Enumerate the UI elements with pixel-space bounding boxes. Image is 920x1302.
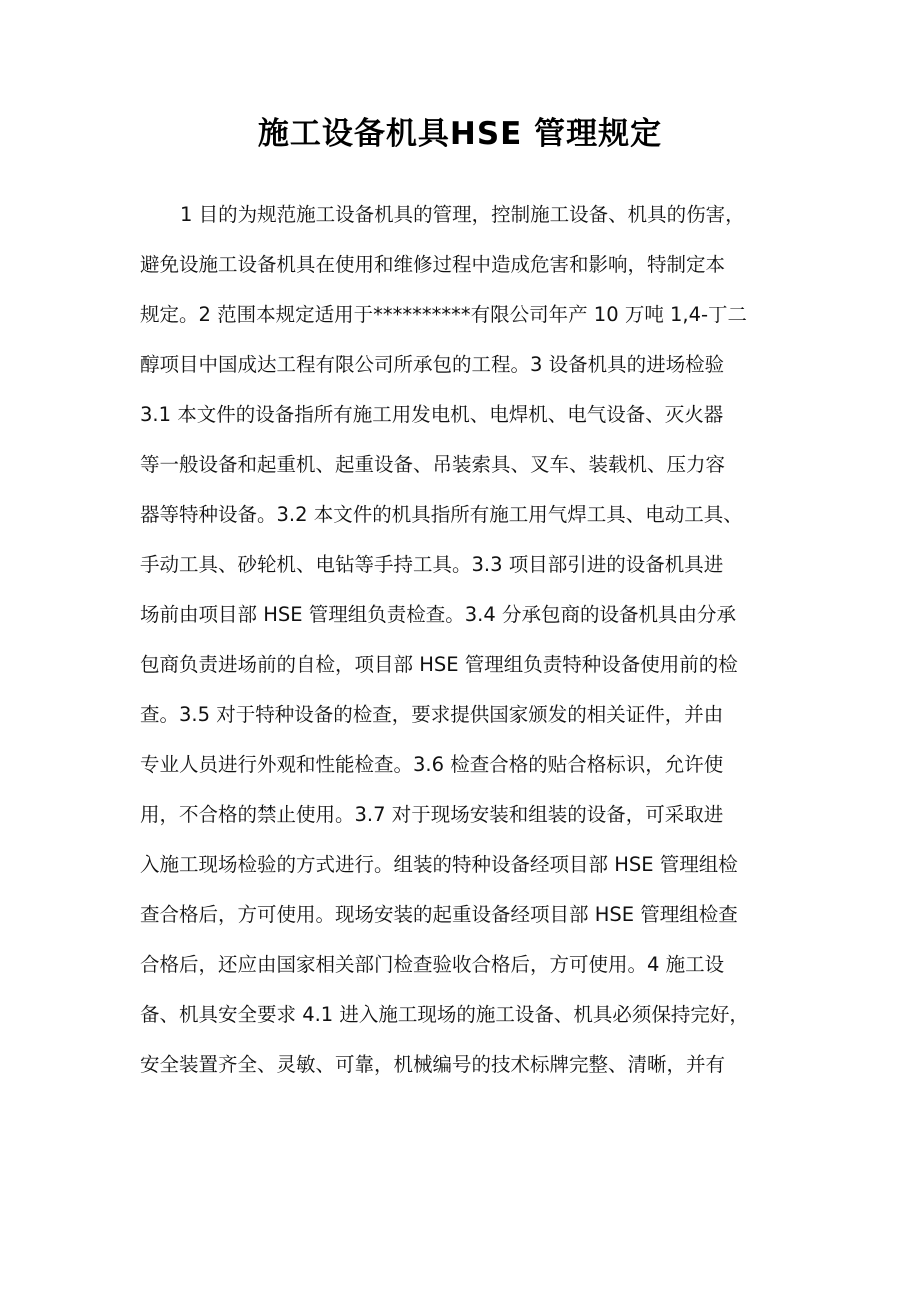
body-line: 查合格后，方可使用。现场安装的起重设备经项目部 HSE 管理组检查	[140, 903, 738, 926]
body-line: 3.1 本文件的设备指所有施工用发电机、电焊机、电气设备、灭火器	[140, 403, 724, 426]
body-line: 用，不合格的禁止使用。3.7 对于现场安装和组装的设备，可采取进	[140, 803, 724, 826]
body-line: 备、机具安全要求 4.1 进入施工现场的施工设备、机具必须保持完好，	[140, 1003, 749, 1026]
document-body	[140, 190, 790, 1090]
body-line: 专业人员进行外观和性能检查。3.6 检查合格的贴合格标识，允许使	[140, 753, 724, 776]
body-line: 器等特种设备。3.2 本文件的机具指所有施工用气焊工具、电动工具、	[140, 503, 743, 526]
document-title: 施工设备机具HSE 管理规定	[257, 116, 663, 152]
body-line: 醇项目中国成达工程有限公司所承包的工程。3 设备机具的进场检验	[140, 353, 725, 376]
body-line: 等一般设备和起重机、起重设备、吊装索具、叉车、装载机、压力容	[140, 453, 726, 476]
body-line: 手动工具、砂轮机、电钻等手持工具。3.3 项目部引进的设备机具进	[140, 553, 724, 576]
body-line: 查。3.5 对于特种设备的检查，要求提供国家颁发的相关证件，并由	[140, 703, 724, 726]
body-line: 规定。2 范围本规定适用于**********有限公司年产 10 万吨 1,4-丁二	[140, 303, 748, 326]
body-line: 场前由项目部 HSE 管理组负责检查。3.4 分承包商的设备机具由分承	[140, 603, 736, 626]
body-line: 1 目的为规范施工设备机具的管理，控制施工设备、机具的伤害，	[180, 203, 745, 226]
body-line: 安全装置齐全、灵敏、可靠，机械编号的技术标牌完整、清晰，并有	[140, 1053, 726, 1076]
body-line: 避免设施工设备机具在使用和维修过程中造成危害和影响，特制定本	[140, 253, 726, 276]
body-line: 包商负责进场前的自检，项目部 HSE 管理组负责特种设备使用前的检	[140, 653, 738, 676]
body-line: 合格后，还应由国家相关部门检查验收合格后，方可使用。4 施工设	[140, 953, 725, 976]
body-line: 入施工现场检验的方式进行。组装的特种设备经项目部 HSE 管理组检	[140, 853, 738, 876]
